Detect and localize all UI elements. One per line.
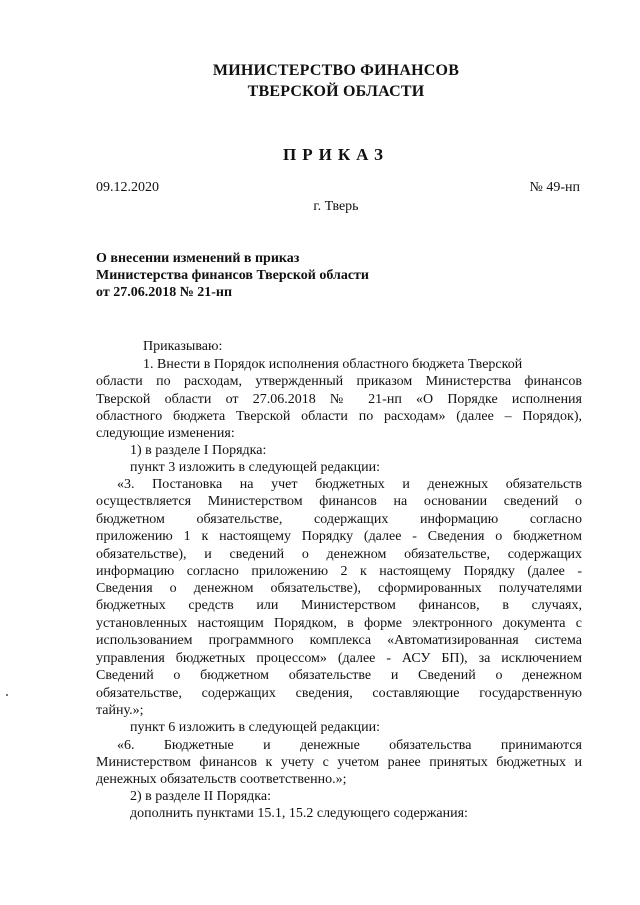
body-line: приложению 1 к настоящему Порядку (далее - Сведения о бюджетном [96,529,582,544]
subject-line3: от 27.06.2018 № 21-нп [96,285,233,300]
body-line: бюджетных средств или Министерством финансов, в случаях, [96,598,582,613]
body-line: Сведения о денежном обязательстве), сформированных получателями [96,581,582,596]
body-line: управления бюджетных процессом» (далее - АСУ БП), за исключением [96,651,582,666]
body-line: Приказываю: [143,339,223,354]
scan-speck [6,694,8,696]
subject-line1: О внесении изменений в приказ [96,251,300,266]
body-line: осуществляется Министерством финансов на основании сведений о [96,494,582,509]
body-line: «3. Постановка на учет бюджетных и денежных обязательств [117,477,582,492]
body-line: области по расходам, утвержденный приказом Министерства финансов [96,374,582,389]
ministry-title-line1: МИНИСТЕРСТВО ФИНАНСОВ [212,62,460,79]
body-line: обязательстве, содержащих сведения, составляющие государственную [96,686,582,701]
document-city: г. Тверь [313,199,359,214]
body-line: 1. Внести в Порядок исполнения областного бюджета Тверской [143,357,523,372]
document-number: № 49-нп [529,180,580,195]
body-line: использованием программного комплекса «Автоматизированная система [96,633,582,648]
body-line: тайну.»; [96,703,144,718]
body-line: Министерством финансов к учету с учетом ранее принятых бюджетных и [96,755,582,770]
body-line: пункт 3 изложить в следующей редакции: [130,460,380,475]
body-line: обязательстве), и сведений о денежном обязательстве, содержащих [96,547,582,562]
body-line: областного бюджета Тверской области по расходам» (далее – Порядок), [96,409,582,424]
body-line: информацию согласно приложению 2 к настоящему Порядку (далее - [96,564,582,579]
body-line: бюджетном обязательстве, содержащих информацию согласно [96,512,582,527]
document-type-title: ПРИКАЗ [283,145,389,164]
body-line: пункт 6 изложить в следующей редакции: [130,720,380,735]
body-line: дополнить пунктами 15.1, 15.2 следующего содержания: [130,806,468,821]
body-line: следующие изменения: [96,426,235,441]
subject-line2: Министерства финансов Тверской области [96,268,369,283]
body-line: «6. Бюджетные и денежные обязательства принимаются [117,738,582,753]
document-date: 09.12.2020 [96,180,159,195]
body-line: 1) в разделе I Порядка: [130,443,267,458]
body-line: денежных обязательств соответственно.»; [96,772,347,787]
body-line: Сведений о бюджетном обязательстве и Сведений о денежном [96,668,582,683]
ministry-title-line2: ТВЕРСКОЙ ОБЛАСТИ [247,83,425,100]
body-line: Тверской области от 27.06.2018 № 21-нп «О Порядке исполнения [96,392,582,407]
body-line: установленных настоящим Порядком, в форме электронного документа с [96,616,582,631]
body-line: 2) в разделе II Порядка: [130,789,271,804]
